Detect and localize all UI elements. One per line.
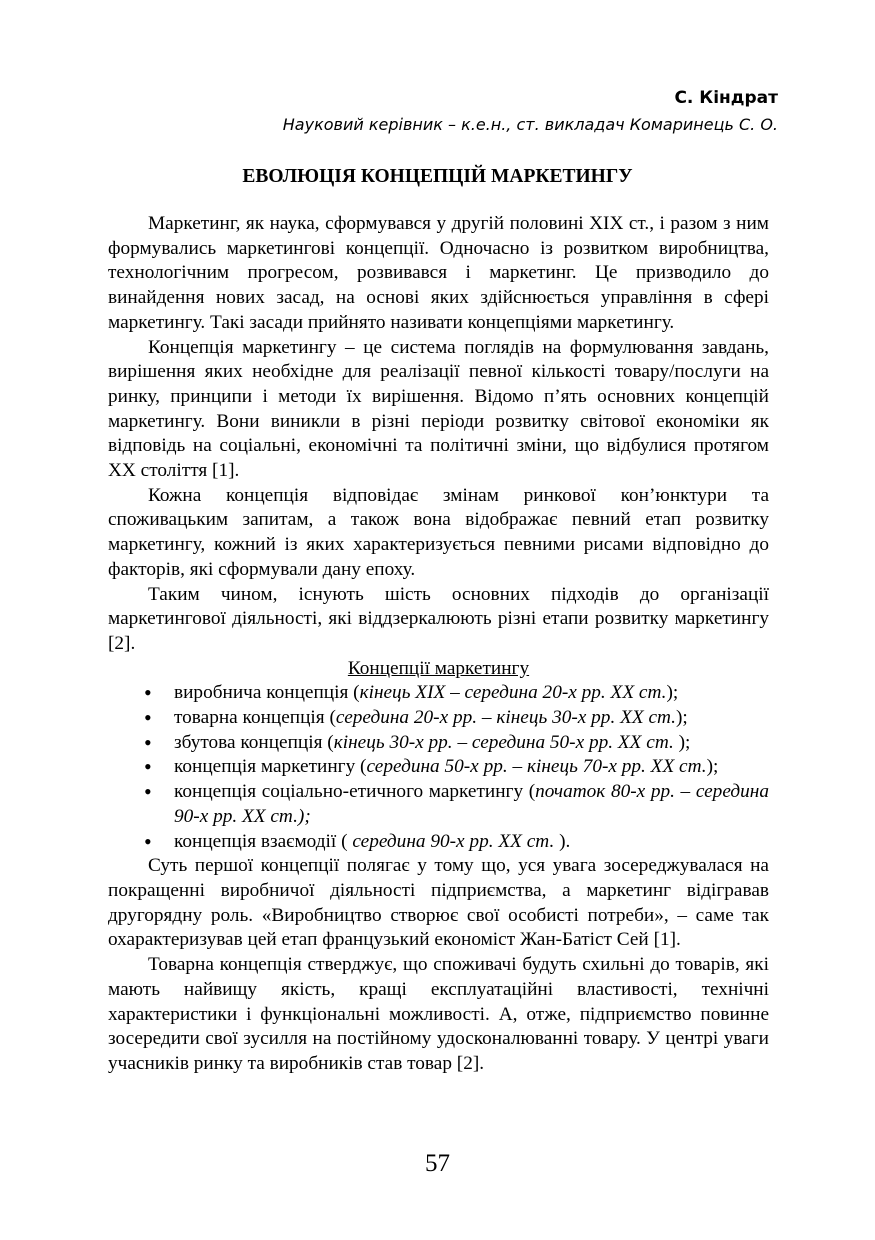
punctuation: ); <box>666 682 679 704</box>
paragraph: Маркетинг, як наука, сформувався у другій половині XIX ст., і разом з ним формувались маркетингові концепції. Одночасно із розвитком виробництва, технологічним прогресом, розвивався і маркетинг. Це призводило до винайдення нових засад, на основі яких здійснюється управління в сфері маркетингу. Такі засади прийнято називати концепціями маркетингу. <box>108 213 769 333</box>
list-item <box>108 706 769 731</box>
concept-name: збутова концепція ( <box>174 731 334 753</box>
concept-name: концепція маркетингу ( <box>174 756 367 778</box>
concept-name: концепція соціально-етичного маркетингу ( <box>174 781 536 803</box>
paragraph: Таким чином, існують шість основних підходів до організації маркетингової діяльності, які віддзеркалюють різні етапи розвитку маркетингу [2]. <box>108 583 769 654</box>
scientific-advisor: Науковий керівник – к.е.н., ст. викладач Комаринець С. О. <box>282 115 778 134</box>
article-title: ЕВОЛЮЦІЯ КОНЦЕПЦІЙ МАРКЕТИНГУ <box>242 166 633 187</box>
paragraph: Суть першої концепції полягає у тому що, уся увага зосереджувалася на покращенні виробничої діяльності підприємства, а маркетинг відігравав другорядну роль. «Виробництво створює свої особисті потреби», – саме так охарактеризував цей етап французький економіст Жан-Батіст Сей [1]. <box>108 855 769 951</box>
paragraph: Кожна концепція відповідає змінам ринкової кон’юнктури та споживацьким запитам, а також вона відображає певний етап розвитку маркетингу, кожний із яких характеризується певними рисами відповідно до факторів, які сформували дану епоху. <box>108 484 769 580</box>
concept-name: товарна концепція ( <box>174 707 336 729</box>
concept-period: кінець XIX – середина 20-х рр. XX ст. <box>359 682 667 704</box>
concept-period: кінець 30-х рр. – середина 50-х рр. XX ст. <box>333 731 679 753</box>
concepts-list <box>108 681 769 854</box>
punctuation: ); <box>676 707 688 729</box>
list-title: Концепції маркетингу <box>347 657 530 679</box>
list-item <box>108 731 769 756</box>
punctuation: ). <box>559 830 571 852</box>
concept-period: початок 80-х рр. – середина 90-х рр. XX ст.); <box>174 781 769 827</box>
concept-period: середина 20-х рр. – кінець 30-х рр. XX ст. <box>335 707 677 729</box>
list-item <box>108 830 769 855</box>
concept-name: виробнича концепція ( <box>174 682 360 704</box>
punctuation: ); <box>706 756 719 778</box>
concept-period: середина 90-х рр. XX ст. <box>352 830 560 852</box>
punctuation: ); <box>678 731 691 753</box>
author-name: С. Кіндрат <box>674 88 778 108</box>
concept-name: концепція взаємодії ( <box>174 830 353 852</box>
list-item <box>108 780 769 829</box>
page-number: 57 <box>425 1150 450 1177</box>
paragraph: Концепція маркетингу – це система поглядів на формулювання завдань, вирішення яких необхідне для реалізації певної кількості товару/послуги на ринку, принципи і методи їх вирішення. Відомо п’ять основних концепцій маркетингу. Вони виникли в різні періоди розвитку світової економіки як відповідь на соціальні, економічні та політичні зміни, що відбулися протягом XX століття [1]. <box>108 336 769 482</box>
article-body <box>108 212 769 1077</box>
list-item <box>108 681 769 706</box>
paragraph: Товарна концепція стверджує, що споживачі будуть схильні до товарів, які мають найвищу якість, кращі експлуатаційні властивості, технічні характеристики і функціональні можливості. А, отже, підприємство повинне зосередити свої зусилля на постійному удосконалюванні товару. У центрі уваги учасників ринку та виробників став товар [2]. <box>108 954 769 1074</box>
concept-period: середина 50-х рр. – кінець 70-х рр. XX ст. <box>366 756 707 778</box>
list-item <box>108 755 769 780</box>
